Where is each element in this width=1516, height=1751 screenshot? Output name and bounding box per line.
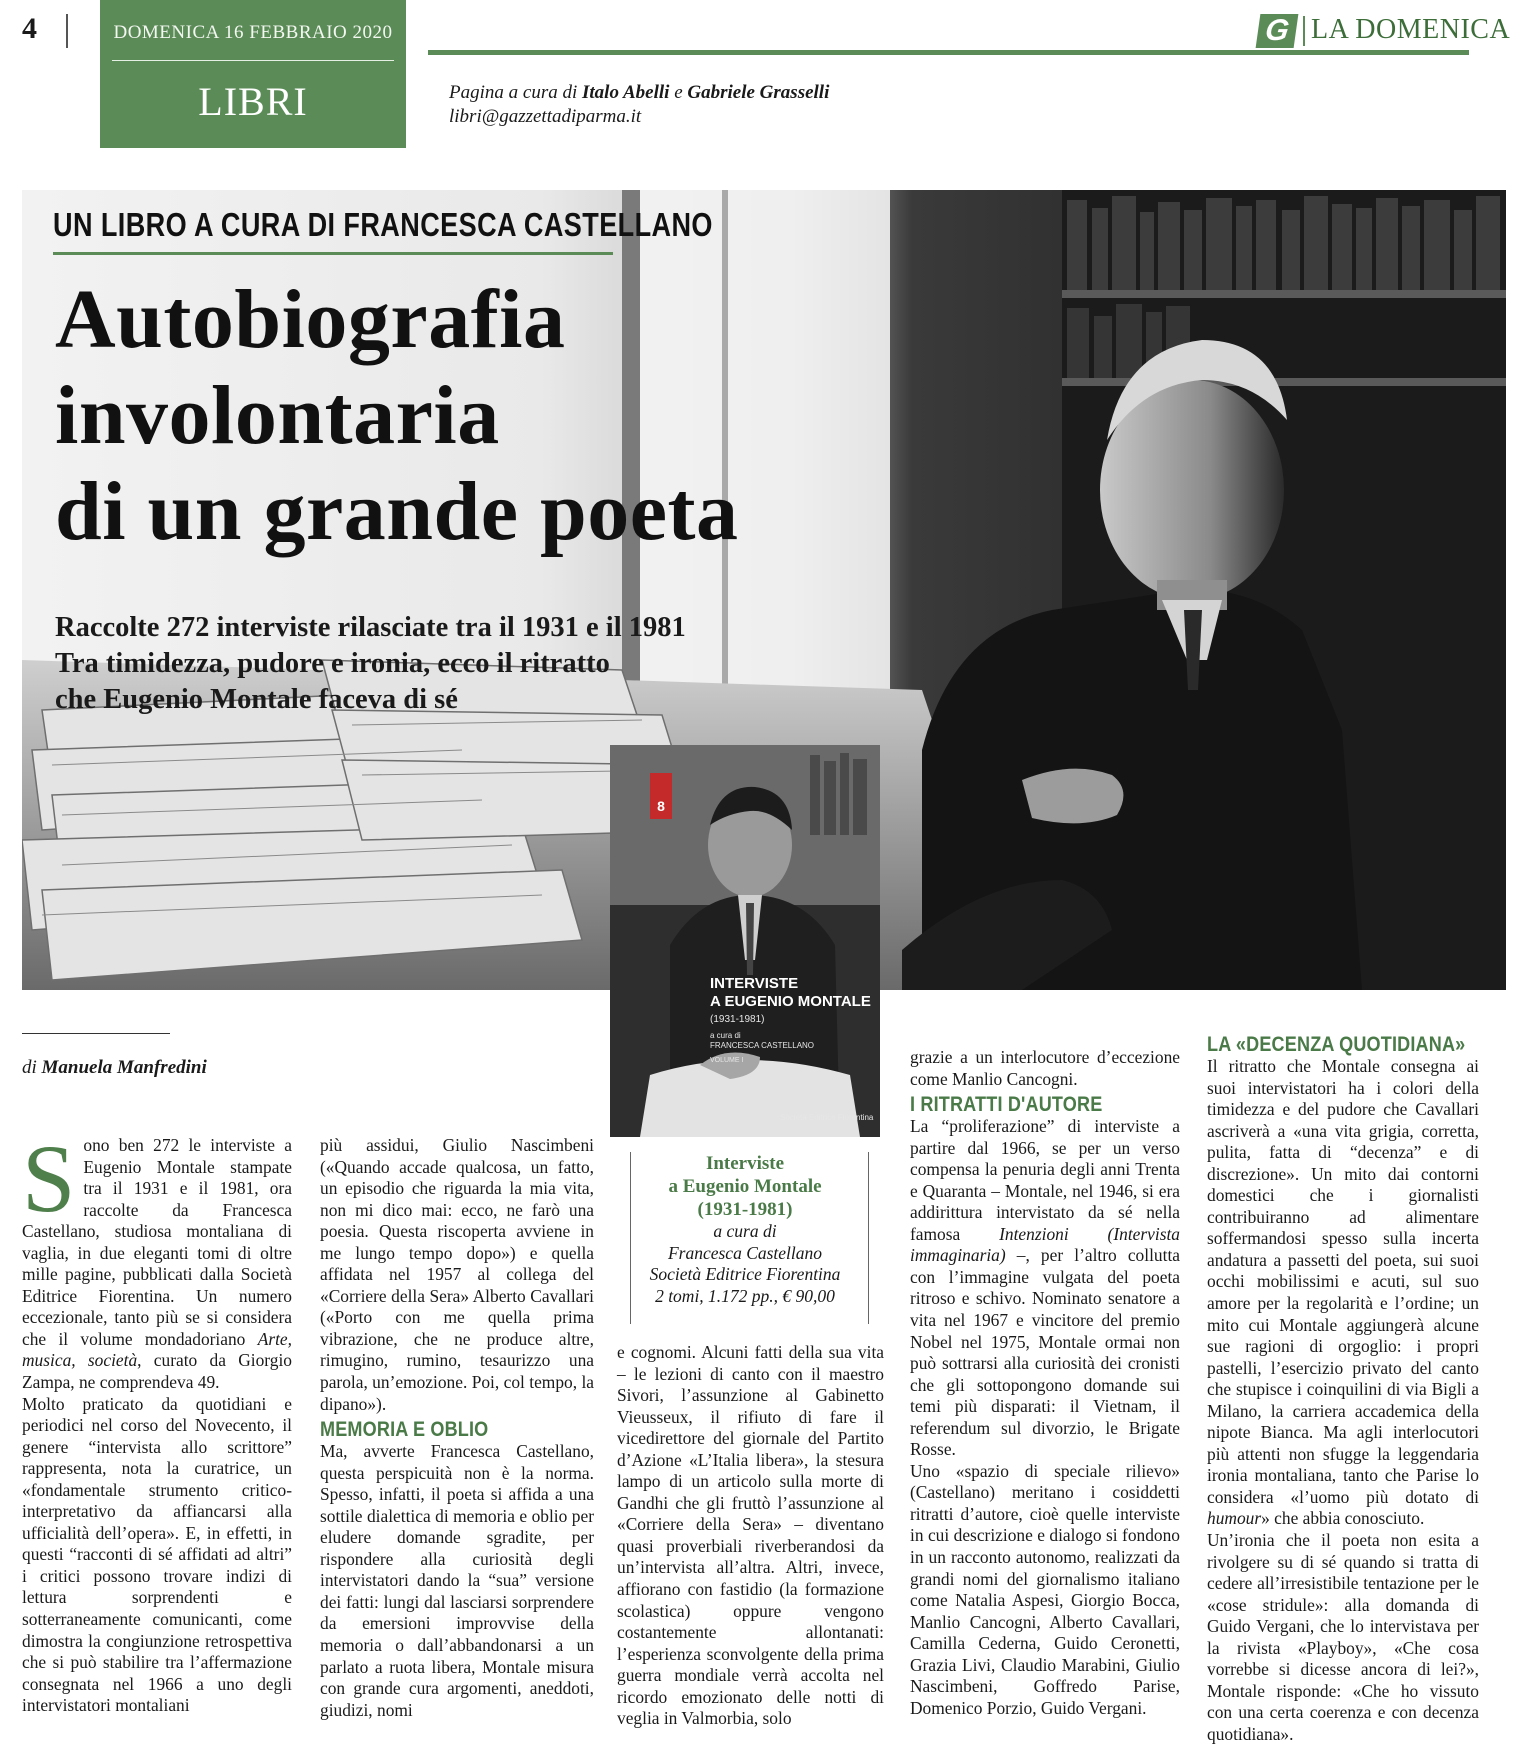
- cover-dates: (1931-1981): [710, 1014, 765, 1025]
- masthead-name: LA DOMENICA: [1311, 14, 1511, 45]
- masthead-divider: [1303, 16, 1305, 46]
- paragraph: e cognomi. Alcuni fatti della sua vita – le lezioni di canto con il maestro Sivori, l’assunzione al Gabinetto Vieusseux, il rifiuto di fare il vicedirettore del giornale del Partito d’Azione «L’Italia libera», la stesura lampo di un articolo sulla morte di Gandhi che gli fruttò l’assunzione al «Corriere della Sera» – diventano quasi proverbiali riverberandosi da un’intervista all’altra. Altri, invece, affiorano con fastidio (la formazione scolastica) oppure vengono costantemente allontanati: l’esperienza sconvolgente della prima guerra mondiale verrà accolta nel ricordo emozionato delle notti di veglia in Valmorbia, solo: [617, 1342, 884, 1729]
- cover-volume: VOLUME I: [710, 1057, 744, 1064]
- book-title: Arte, musica, società: [22, 1328, 292, 1371]
- headline: [55, 272, 738, 560]
- series-badge: 8: [650, 773, 672, 819]
- paragraph: più assidui, Giulio Nascimbeni («Quando accade qualcosa, un fatto, un episodio che riguarda la mia vita, non mi dico mai: ecco, ne farò una poesia. Questa riscoperta avviene in me lungo tempo dopo») e quella affidata nel 1957 al collega del «Corriere della Sera» Alberto Cavallari («Porto con me quella prima vibrazione, che ne produce altre, rimugino, rumino, tesaurizzo una parola, un’emozione. Poi, col tempo, la dipano»).: [320, 1135, 594, 1414]
- paragraph: Sono ben 272 le interviste a Eugenio Montale stampate tra il 1931 e il 1981, ora raccolte da Francesca Castellano, studiosa montaliana di vaglia, in due eleganti tomi di oltre mille pagine, pubblicati dalla Società Editrice Fiorentina. Un numero eccezionale, tanto più se si considera che il volume mondadoriano Arte, musica, società, curato da Giorgio Zampa, ne comprendeva 49.: [22, 1125, 292, 1393]
- paragraph: Uno «spazio di speciale rilievo» (Castellano) meritano i cosiddetti ritratti d’autore, cioè quelle interviste in cui descrizione e dialogo si fondono in un racconto autonomo, realizzati da grandi nomi del giornalismo italiano come Natalia Aspesi, Giorgio Bocca, Manlio Cancogni, Alberto Cavallari, Camilla Cederna, Guido Ceronetti, Grazia Livi, Claudio Marabini, Giulio Nascimbeni, Goffredo Parise, Domenico Porzio, Guido Vergani.: [910, 1460, 1180, 1718]
- page-number-divider: [66, 14, 68, 48]
- headline-line: involontaria: [55, 369, 500, 462]
- paragraph: La “proliferazione” di interviste a partire dal 1966, se per un verso compensa la penuria degli anni Trenta e Quaranta – Montale, nel 1946, si era addirittura intervistato da sé nella famosa Intenzioni (Intervista immaginaria) –, per l’altro collutta con l’immagine vulgata del poeta ritroso e schivo. Nominato senatore a vita nel 1967 e vincitore del premio Nobel nel 1975, Montale ormai non può sottrarsi alla curiosità dei cronisti che gli sottopongono domande sui temi più disparati: il Vietnam, il referendum sul divorzio, le Brigate Rosse.: [910, 1116, 1180, 1460]
- book-caption: [630, 1152, 860, 1307]
- emphasis: humour: [1207, 1508, 1262, 1529]
- author-name: Manuela Manfredini: [41, 1057, 207, 1078]
- book-cover-image: [610, 745, 880, 1137]
- cover-editor: a cura di FRANCESCA CASTELLANO: [710, 1031, 815, 1050]
- caption-title: (1931-1981): [697, 1199, 793, 1220]
- paragraph: Il ritratto che Montale consegna ai suoi intervistatori ha i colori della timidezza e del pudore che Cavallari ascriverà a «una vita grigia, corretta, pulita, fatta di “decenza” e di discrezione». Un mito dai contorni domestici che i giornalisti contribuiranno ad alimentare soffermandosi spesso sulla incerta andatura a passetti del poeta, sui suoi occhi mobilissimi e acuti, sul suo amore per la regolarità e l’ordine; un mito cui Montale aggiungerà alcune sue ragioni di orgoglio: i propri pastelli, l’esercizio privato del canto che stupisce i coinquilini di via Bigli a Milano, la carriera accademica della nipote Bianca. Ma agli interlocutori più attenti non sfugge la leggendaria ironia montaliana, tanto che Parise lo considera «l’uomo più dotato di humour» che abbia conosciuto.: [1207, 1056, 1479, 1529]
- byline: di Manuela Manfredini: [22, 1057, 207, 1078]
- section-email: libri@gazzettadiparma.it: [449, 106, 642, 127]
- article-column-3: [617, 1342, 884, 1730]
- caption-title: Interviste: [705, 1153, 785, 1174]
- paragraph: grazie a un interlocutore d’eccezione come Manlio Cancogni.: [910, 1047, 1180, 1089]
- article-column-5: [1207, 1030, 1479, 1746]
- article-column-1: [22, 1125, 292, 1717]
- caption-editor: Francesca Castellano: [667, 1242, 823, 1263]
- caption-rule: [868, 1152, 869, 1324]
- subheadline: [55, 610, 686, 718]
- caption-publisher: Società Editrice Fiorentina: [649, 1264, 841, 1285]
- gazzetta-logo-icon: G: [1256, 14, 1299, 48]
- paragraph: Molto praticato da quotidiani e periodici nel corso del Novecento, il genere “intervista allo scrittore” rappresenta, nota la curatrice, un «fondamentale strumento critico-interpretativo da affiancarsi alla ufficialità dell’opera». E, in effetti, in questi “racconti di sé affidati ad altri” i critici possono trovare indizi di lettura sorprendenti e sotterraneamente comunicanti, come dimostra la congiunzione retrospettiva che si può stabilire tra l’affermazione consegnata nel 1966 a uno degli intervistatori montaliani: [22, 1393, 292, 1716]
- drop-cap: S: [22, 1125, 76, 1232]
- caption-title: a Eugenio Montale: [668, 1176, 822, 1197]
- section-label: LIBRI: [198, 79, 308, 124]
- paragraph: Un’ironia che il poeta non esita a rivolgere su di sé quando si tratta di cedere all’irresistibile tentazione per le «cose stridule»: alla domanda di Guido Vergani, che lo intervistava per la rivista «Playboy», «Che cosa vorrebbe si dicesse ancora di lei?», Montale risponde: «Che ho vissuto con una certa coerenza e con decenza quotidiana».: [1207, 1530, 1479, 1744]
- headline-line: Autobiografia: [55, 273, 566, 366]
- issue-date: DOMENICA 16 FEBBRAIO 2020: [113, 22, 393, 43]
- editor-name: Italo Abelli: [582, 82, 670, 103]
- page-editors: Pagina a cura di Italo Abelli e Gabriele Grasselli: [449, 82, 830, 103]
- section-subheading: MEMORIA E OBLIO: [320, 1417, 489, 1442]
- paragraph: Ma, avverte Francesca Castellano, questa perspicuità non è la norma. Spesso, infatti, il poeta si affida a una sottile dialettica di memoria e oblio per eludere domande sgradite, per rispondere alla curiosità degli intervistatori dando la “sua” versione dei fatti: lungi dal lasciarsi sorprendere da emersioni improvvise della memoria o dall’abbandonarsi a un parlato a ruota libera, Montale misura con grande cura argomenti, aneddoti, giudizi, nomi: [320, 1441, 594, 1720]
- subheadline-line: Tra timidezza, pudore e ironia, ecco il ritratto: [55, 648, 610, 679]
- work-title: Intenzioni (Intervista immaginaria): [910, 1223, 1180, 1266]
- editor-name: Gabriele Grasselli: [687, 82, 830, 103]
- header-rule: [428, 50, 1469, 55]
- section-header-box: [100, 0, 406, 148]
- byline-rule: [22, 1033, 170, 1034]
- kicker: UN LIBRO A CURA DI FRANCESCA CASTELLANO: [53, 206, 713, 243]
- article-column-4: [910, 1047, 1180, 1719]
- caption-curated: a cura di: [713, 1221, 777, 1241]
- cover-title: INTERVISTE A EUGENIO MONTALE: [710, 975, 871, 1010]
- header-box-divider: [112, 60, 394, 61]
- article-column-2: [320, 1135, 594, 1721]
- section-subheading: LA «DECENZA QUOTIDIANA»: [1207, 1032, 1466, 1056]
- kicker-rule: [53, 252, 613, 255]
- subheadline-line: Raccolte 272 interviste rilasciate tra il 1931 e il 1981: [55, 612, 686, 643]
- headline-line: di un grande poeta: [55, 465, 739, 558]
- caption-details: 2 tomi, 1.172 pp., € 90,00: [655, 1285, 835, 1306]
- subheadline-line: che Eugenio Montale faceva di sé: [55, 684, 458, 715]
- cover-publisher: Società Editrice Fiorentina: [780, 1113, 874, 1122]
- section-subheading: I RITRATTI D'AUTORE: [910, 1092, 1103, 1117]
- page-number: 4: [22, 12, 37, 45]
